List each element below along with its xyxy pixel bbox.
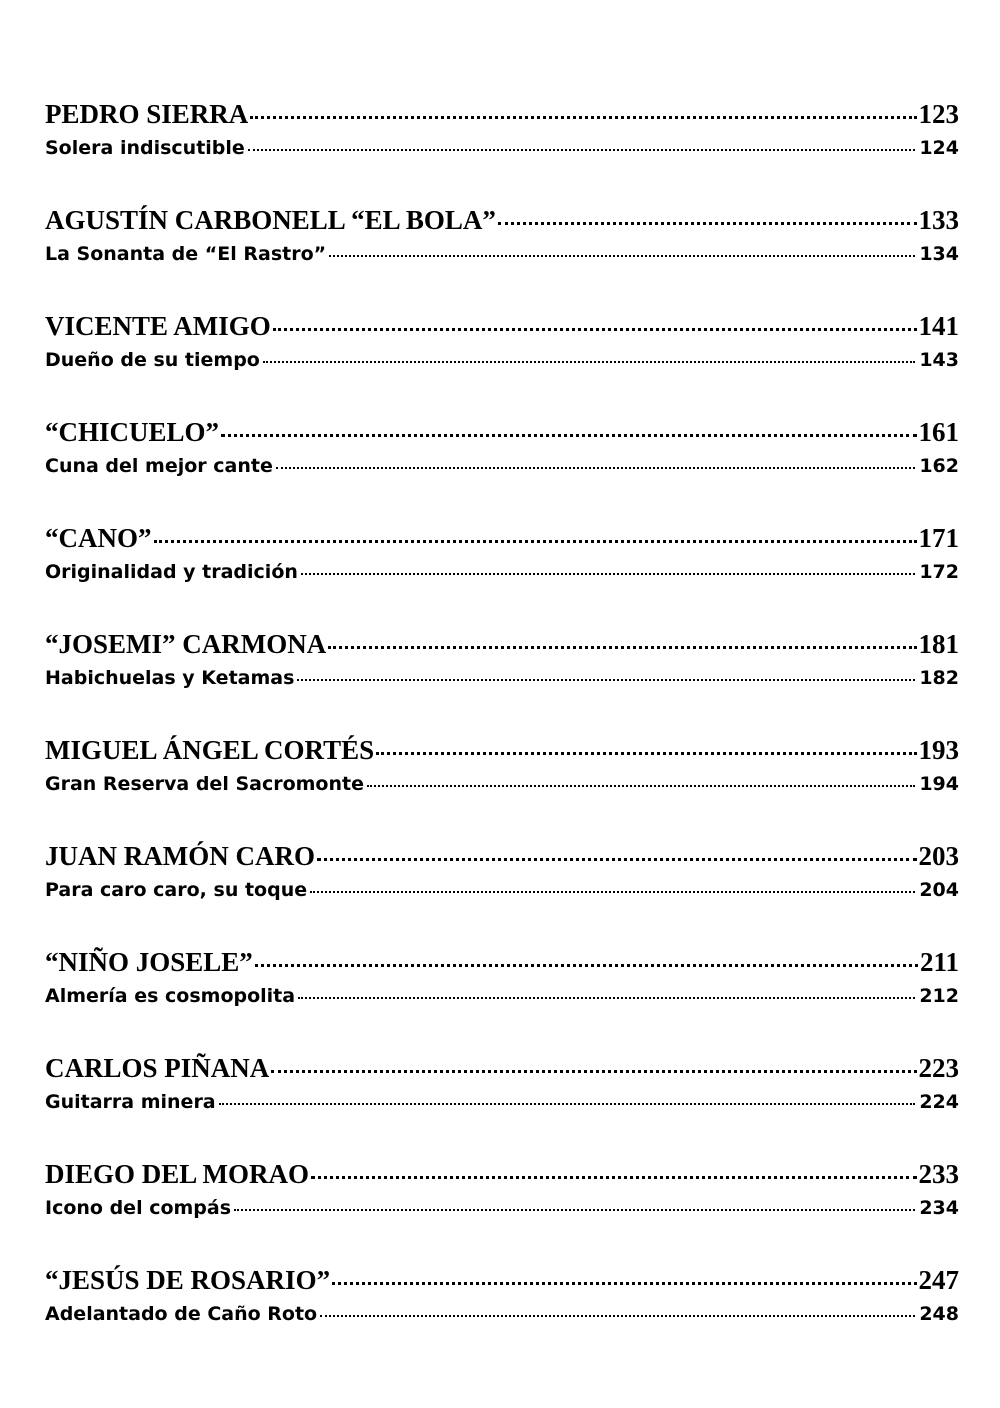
toc-subtitle-row[interactable] [45,239,959,270]
chapter-title: “JESÚS DE ROSARIO” [45,1265,331,1295]
toc-chapter-row[interactable] [45,307,959,345]
toc-entry [45,837,959,906]
toc-chapter-row[interactable] [45,413,959,451]
subtitle-page: 212 [919,985,959,1007]
subtitle-page: 182 [919,667,959,689]
chapter-page: 233 [918,1159,959,1189]
toc-chapter-row[interactable] [45,95,959,133]
chapter-title: CARLOS PIÑANA [45,1053,270,1083]
toc-subtitle-row[interactable] [45,345,959,376]
dot-leader [271,1070,916,1073]
dot-leader [219,1103,916,1105]
subtitle: Guitarra minera [45,1091,216,1113]
subtitle: Adelantado de Caño Roto [45,1303,318,1325]
dot-leader [248,149,916,151]
chapter-page: 161 [918,417,959,447]
chapter-page: 141 [918,311,959,341]
toc-entry [45,1049,959,1118]
toc-entry [45,625,959,694]
subtitle: Para caro caro, su toque [45,879,308,901]
dot-leader [320,1315,915,1317]
dot-leader [255,964,918,967]
chapter-title: “NIÑO JOSELE” [45,947,253,977]
toc-chapter-row[interactable] [45,201,959,239]
subtitle: Habichuelas y Ketamas [45,667,295,689]
subtitle-page: 124 [919,137,959,159]
toc-chapter-row[interactable] [45,731,959,769]
toc-chapter-row[interactable] [45,625,959,663]
toc-chapter-row[interactable] [45,1049,959,1087]
toc-subtitle-row[interactable] [45,875,959,906]
chapter-title: AGUSTÍN CARBONELL “EL BOLA” [45,205,496,235]
subtitle-page: 224 [919,1091,959,1113]
chapter-page: 203 [918,841,959,871]
toc-entry [45,943,959,1012]
toc-entry [45,731,959,800]
toc-subtitle-row[interactable] [45,1087,959,1118]
toc-chapter-row[interactable] [45,1155,959,1193]
toc-subtitle-row[interactable] [45,557,959,588]
table-of-contents [45,95,959,1330]
dot-leader [311,1176,916,1179]
toc-subtitle-row[interactable] [45,663,959,694]
chapter-page: 123 [918,99,959,129]
chapter-title: PEDRO SIERRA [45,99,249,129]
subtitle: Gran Reserva del Sacromonte [45,773,364,795]
subtitle: Dueño de su tiempo [45,349,260,371]
toc-entry [45,1261,959,1330]
toc-subtitle-row[interactable] [45,451,959,482]
toc-entry [45,307,959,376]
chapter-title: JUAN RAMÓN CARO [45,841,315,871]
subtitle-page: 248 [919,1303,959,1325]
toc-chapter-row[interactable] [45,837,959,875]
chapter-page: 223 [918,1053,959,1083]
chapter-page: 171 [918,523,959,553]
dot-leader [328,646,916,649]
chapter-page: 133 [918,205,959,235]
toc-subtitle-row[interactable] [45,1299,959,1330]
subtitle-page: 134 [919,243,959,265]
chapter-page: 193 [918,735,959,765]
toc-subtitle-row[interactable] [45,133,959,164]
toc-entry [45,413,959,482]
toc-entry [45,95,959,164]
chapter-title: DIEGO DEL MORAO [45,1159,310,1189]
dot-leader [263,361,915,363]
subtitle-page: 172 [919,561,959,583]
subtitle: Almería es cosmopolita [45,985,296,1007]
subtitle-page: 162 [919,455,959,477]
toc-chapter-row[interactable] [45,943,959,981]
toc-subtitle-row[interactable] [45,769,959,800]
chapter-page: 211 [919,947,959,977]
chapter-title: MIGUEL ÁNGEL CORTÉS [45,735,375,765]
toc-subtitle-row[interactable] [45,981,959,1012]
toc-entry [45,519,959,588]
subtitle-page: 204 [919,879,959,901]
subtitle: La Sonanta de “El Rastro” [45,243,327,265]
toc-chapter-row[interactable] [45,519,959,557]
subtitle: Solera indiscutible [45,137,245,159]
chapter-page: 181 [918,629,959,659]
dot-leader [297,679,915,681]
toc-entry [45,201,959,270]
toc-subtitle-row[interactable] [45,1193,959,1224]
dot-leader [273,328,917,331]
subtitle-page: 194 [919,773,959,795]
dot-leader [329,255,915,257]
subtitle-page: 143 [919,349,959,371]
subtitle: Icono del compás [45,1197,232,1219]
chapter-page: 247 [918,1265,959,1295]
subtitle-page: 234 [919,1197,959,1219]
dot-leader [276,467,915,469]
dot-leader [310,891,915,893]
dot-leader [332,1282,916,1285]
chapter-title: VICENTE AMIGO [45,311,271,341]
dot-leader [301,573,915,575]
dot-leader [367,785,915,787]
dot-leader [154,540,917,543]
toc-chapter-row[interactable] [45,1261,959,1299]
chapter-title: “CANO” [45,523,152,553]
chapter-title: “CHICUELO” [45,417,220,447]
dot-leader [234,1209,915,1211]
subtitle: Cuna del mejor cante [45,455,273,477]
dot-leader [317,858,917,861]
dot-leader [498,222,917,225]
chapter-title: “JOSEMI” CARMONA [45,629,327,659]
dot-leader [298,997,915,999]
toc-entry [45,1155,959,1224]
dot-leader [376,752,916,755]
dot-leader [221,434,916,437]
subtitle: Originalidad y tradición [45,561,298,583]
dot-leader [250,116,916,119]
